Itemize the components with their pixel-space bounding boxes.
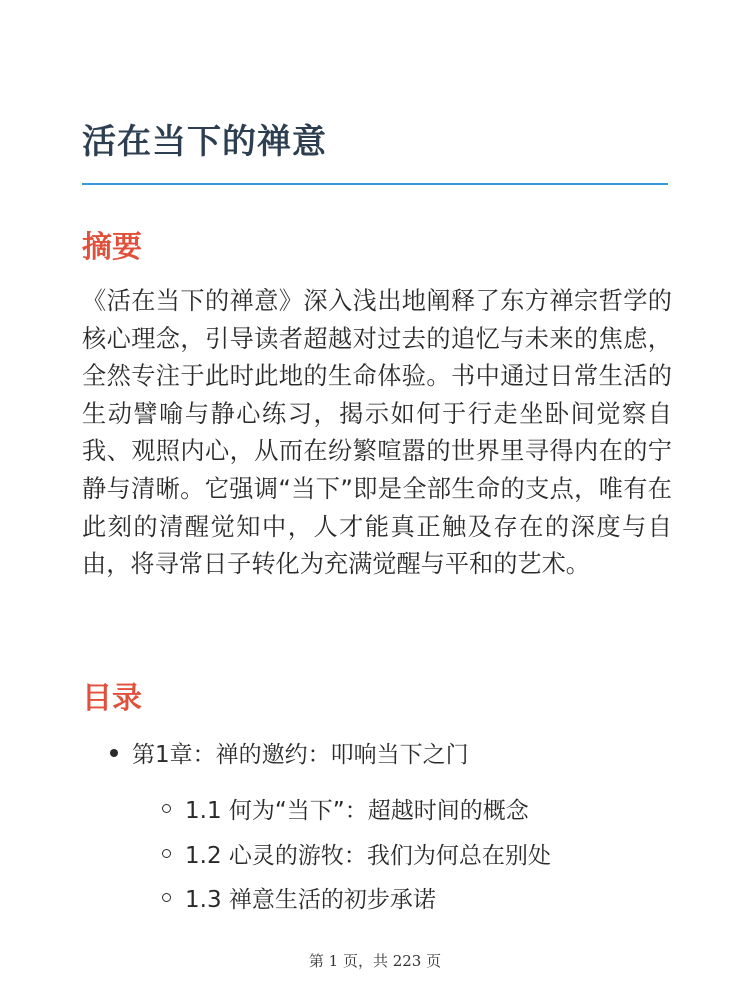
toc-section-item (162, 836, 551, 876)
abstract-text: 《活在当下的禅意》深入浅出地阐释了东方禅宗哲学的核心理念，引导读者超越对过去的追忆与未来的焦虑，全然专注于此时此地的生命体验。书中通过日常生活的生动譬喻与静心练习，揭示如何于行走坐卧间觉察自我、观照内心，从而在纷繁喧嚣的世界里寻得内在的宁静与清晰。它强调“当下”即是全部生命的支点，唯有在此刻的清醒觉知中，人才能真正触及存在的深度与自由，将寻常日子转化为充满觉醒与平和的艺术。 (82, 287, 672, 579)
page-number-footer: 第 1 页，共 223 页 (308, 952, 442, 970)
abstract-heading: 摘要 (82, 230, 142, 265)
toc-section-item (162, 880, 436, 920)
toc-chapter-item (110, 735, 469, 775)
toc-section-label: 1.1 何为“当下”：超越时间的概念 (185, 798, 529, 824)
filled-bullet-icon (110, 749, 118, 757)
toc-section-label: 1.2 心灵的游牧：我们为何总在别处 (185, 843, 551, 869)
toc-section-label: 1.3 禅意生活的初步承诺 (185, 887, 436, 913)
hollow-bullet-icon (162, 804, 171, 813)
hollow-bullet-icon (162, 849, 171, 858)
book-title: 活在当下的禅意 (82, 122, 327, 162)
title-divider (82, 183, 668, 185)
toc-section-item (162, 791, 529, 831)
toc-heading: 目录 (82, 681, 142, 716)
hollow-bullet-icon (162, 893, 171, 902)
toc-chapter-label: 第1章：禅的邀约：叩响当下之门 (132, 742, 469, 768)
